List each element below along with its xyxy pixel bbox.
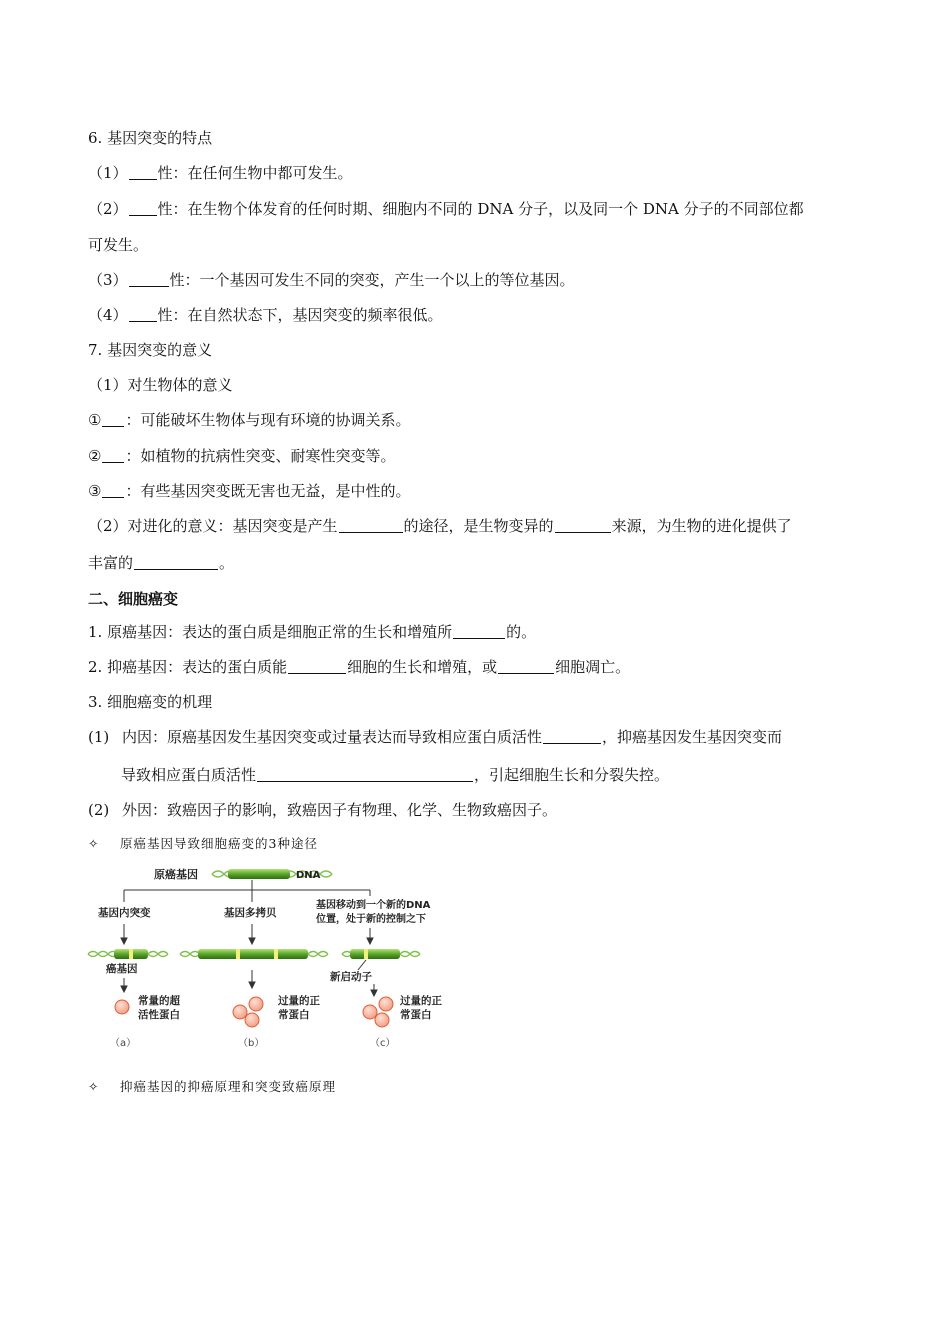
caption-text: 原癌基因导致细胞癌变的3种途径	[120, 836, 318, 851]
fill-blank[interactable]	[453, 624, 505, 639]
star-icon: ✧	[88, 836, 100, 851]
item-text: 性：在任何生物中都可发生。	[157, 164, 353, 182]
path-c-label: 位置，处于新的控制之下	[316, 914, 426, 925]
item-text: 丰富的	[88, 554, 134, 572]
section-6-title: 6. 基因突变的特点	[88, 129, 213, 147]
item-text: ：可能破坏生物体与现有环境的协调关系。	[125, 411, 411, 429]
fill-blank[interactable]	[288, 659, 346, 674]
protein-icon	[115, 1000, 129, 1014]
fill-blank[interactable]	[129, 307, 157, 322]
s6-item-2	[88, 199, 804, 219]
section-2-heading: 二、细胞癌变	[88, 590, 179, 608]
panel-tag-a: （a）	[110, 1038, 137, 1049]
fill-blank[interactable]	[102, 483, 124, 498]
item-number: （4）	[88, 306, 128, 324]
result-b-label: 常蛋白	[278, 1009, 310, 1021]
item-text: ，引起细胞生长和分裂失控。	[474, 766, 670, 784]
item-number: （3）	[88, 271, 128, 289]
s7-circle-2	[88, 446, 395, 466]
dna-strand	[88, 952, 118, 957]
fill-blank[interactable]	[102, 448, 124, 463]
item-text: ，抑癌基因发生基因突变而	[602, 728, 783, 746]
result-c-label: 常蛋白	[400, 1009, 432, 1021]
fill-blank[interactable]	[555, 518, 611, 533]
item-text: 的途径，是生物变异的	[403, 517, 554, 535]
circle-number: ①	[88, 411, 102, 429]
dna-strand	[88, 952, 118, 957]
protein-icon	[245, 1013, 259, 1027]
item-number: (1)	[88, 728, 110, 746]
pointer-line	[358, 960, 366, 970]
sec2-mech-1	[88, 727, 782, 747]
item-text: 导致相应蛋白质活性	[121, 766, 257, 784]
s6-item-1	[88, 163, 353, 183]
figure-caption-2	[88, 1079, 336, 1095]
result-a-label: 活性蛋白	[138, 1009, 180, 1021]
fill-blank[interactable]	[339, 518, 403, 533]
result-c-label: 过量的正	[400, 995, 442, 1007]
item-text: 性：在生物个体发育的任何时期、细胞内不同的 DNA 分子，以及同一个 DNA 分子的不同部位都	[157, 200, 804, 218]
protein-icon	[375, 1013, 389, 1027]
section-7-title: 7. 基因突变的意义	[88, 341, 213, 359]
item-text: 性：在自然状态下，基因突变的频率很低。	[157, 306, 443, 324]
protein-icon	[363, 1005, 377, 1019]
path-a-label: 基因内突变	[98, 907, 151, 919]
gene-copies-bar	[198, 949, 308, 959]
protein-icon	[233, 1005, 247, 1019]
item-text: 内因：原癌基因发生基因突变或过量表达而导致相应蛋白质活性	[122, 728, 543, 746]
item-text: ：如植物的抗病性突变、耐寒性突变等。	[125, 447, 396, 465]
result-a-label: 常量的超	[138, 995, 180, 1007]
item-text: 。	[219, 554, 235, 572]
sec2-p3: 3. 细胞癌变的机理	[88, 693, 213, 711]
item-text: 2. 抑癌基因：表达的蛋白质能	[88, 658, 288, 676]
sec2-p2	[88, 657, 630, 677]
fill-blank[interactable]	[543, 729, 601, 744]
item-number: （1）	[88, 164, 128, 182]
fill-blank[interactable]	[129, 272, 169, 287]
relocated-gene-bar	[350, 949, 400, 959]
fill-blank[interactable]	[257, 767, 473, 782]
oncogene-label: 癌基因	[106, 963, 138, 975]
item-text: 的。	[506, 623, 537, 641]
mutation-mark	[129, 949, 133, 959]
proto-oncogene-gene	[228, 869, 290, 879]
item-number: (2)	[88, 801, 110, 819]
path-b-label: 基因多拷贝	[224, 907, 277, 919]
fill-blank[interactable]	[129, 201, 157, 216]
promoter-label: 新启动子	[330, 971, 372, 983]
path-c-label: 基因移动到一个新的DNA	[316, 900, 431, 911]
fill-blank[interactable]	[102, 412, 124, 427]
dna-label: DNA	[296, 870, 321, 881]
result-b-label: 过量的正	[278, 995, 320, 1007]
item-number: （2）	[88, 200, 128, 218]
item-text: 来源，为生物的进化提供了	[611, 517, 792, 535]
item-text: 细胞的生长和增殖，或	[347, 658, 498, 676]
s6-item-2-cont: 可发生。	[88, 236, 149, 254]
figure-caption-1	[88, 836, 318, 852]
protein-icon	[379, 997, 393, 1011]
fill-blank[interactable]	[134, 555, 218, 570]
promoter-mark	[364, 949, 368, 959]
panel-tag-b: （b）	[238, 1038, 265, 1049]
item-text: 细胞凋亡。	[555, 658, 631, 676]
s7-sub-2	[88, 516, 792, 536]
s7-sub-1: （1）对生物体的意义	[88, 376, 233, 394]
s6-item-3	[88, 270, 575, 290]
item-text: ：有些基因突变既无害也无益，是中性的。	[125, 482, 411, 500]
panel-tag-c: （c）	[370, 1038, 396, 1049]
star-icon: ✧	[88, 1079, 100, 1094]
sec2-mech-2	[88, 800, 557, 820]
fill-blank[interactable]	[129, 165, 157, 180]
s7-circle-3	[88, 481, 410, 501]
s7-sub-2-cont	[88, 553, 234, 573]
circle-number: ②	[88, 447, 102, 465]
oncogene-pathways-figure	[84, 858, 454, 1058]
s6-item-4	[88, 305, 443, 325]
item-text: 性：一个基因可发生不同的突变，产生一个以上的等位基因。	[169, 271, 575, 289]
item-text: （2）对进化的意义：基因突变是产生	[88, 517, 338, 535]
protein-icon	[249, 997, 263, 1011]
item-text: 1. 原癌基因：表达的蛋白质是细胞正常的生长和增殖所	[88, 623, 453, 641]
copy-divider	[274, 949, 278, 959]
item-text: 外因：致癌因子的影响，致癌因子有物理、化学、生物致癌因子。	[122, 801, 558, 819]
caption-text: 抑癌基因的抑癌原理和突变致癌原理	[120, 1079, 337, 1094]
fill-blank[interactable]	[498, 659, 554, 674]
circle-number: ③	[88, 482, 102, 500]
proto-oncogene-label: 原癌基因	[154, 868, 198, 881]
copy-divider	[236, 949, 240, 959]
s7-circle-1	[88, 410, 410, 430]
sec2-mech-1-cont	[121, 765, 669, 785]
sec2-p1	[88, 622, 536, 642]
